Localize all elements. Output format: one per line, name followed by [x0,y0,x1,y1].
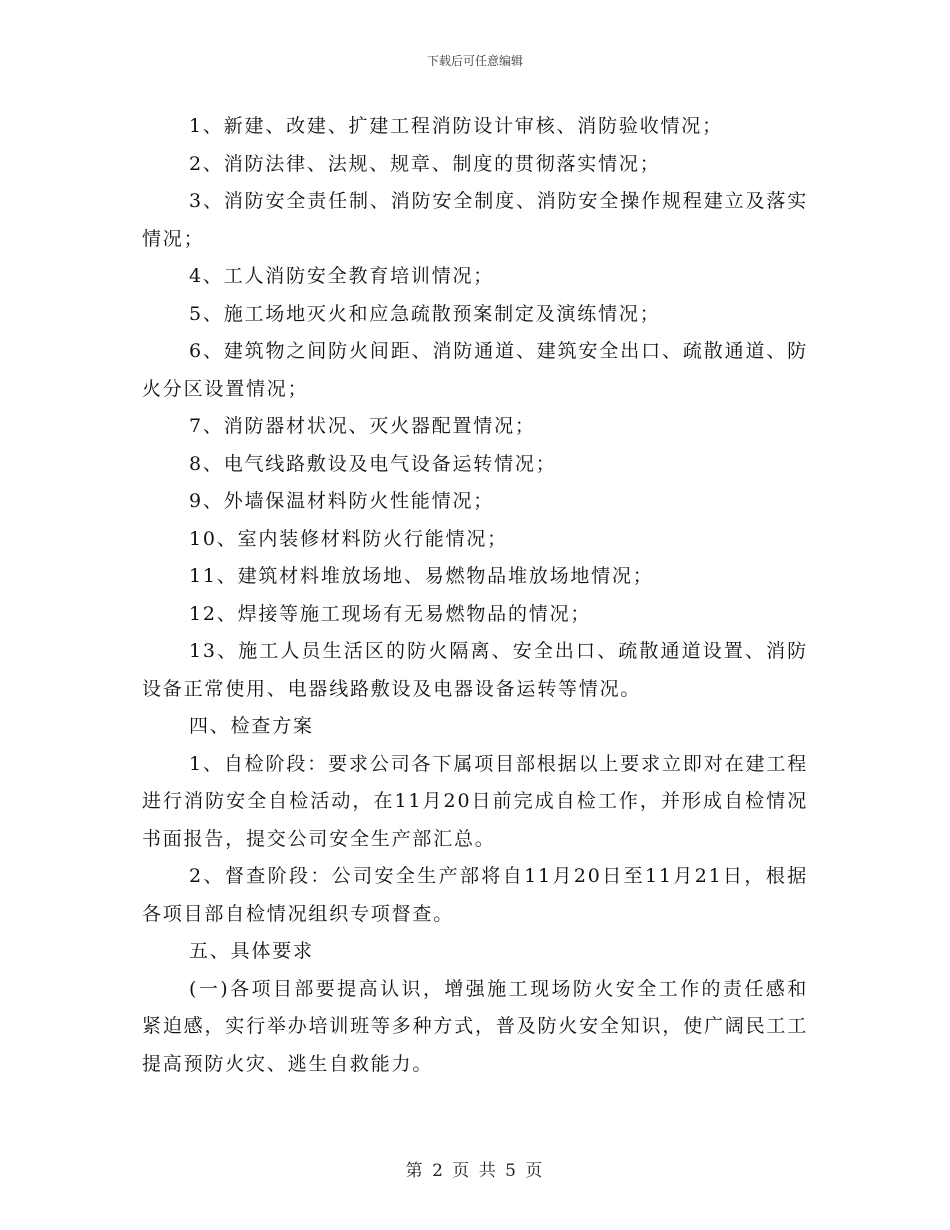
list-item-13: 13、施工人员生活区的防火隔离、安全出口、疏散通道设置、消防设备正常使用、电器线路敷设及电器设备运转等情况。 [142,640,808,700]
list-item-1: 1、新建、改建、扩建工程消防设计审核、消防验收情况； [189,115,723,137]
plan-item-supervision: 2、督查阶段：公司安全生产部将自11月20日至11月21日，根据各项目部自检情况组织专项督查。 [142,865,808,925]
list-item-11: 11、建筑材料堆放场地、易燃物品堆放场地情况； [189,565,654,587]
page-number-footer: 第 2 页 共 5 页 [405,1161,545,1181]
list-item-8: 8、电气线路敷设及电气设备运转情况； [189,452,557,475]
list-item-9: 9、外墙保温材料防火性能情况； [189,490,495,512]
list-item-4: 4、工人消防安全教育培训情况； [189,265,495,287]
page-header: 下载后可任意编辑 [426,54,523,68]
list-item-6: 6、建筑物之间防火间距、消防通道、建筑安全出口、疏散通道、防火分区设置情况； [142,340,808,400]
list-item-2: 2、消防法律、法规、规章、制度的贯彻落实情况； [189,152,661,175]
list-item-7: 7、消防器材状况、灭火器配置情况； [189,415,536,437]
document-body [142,108,808,1083]
section-heading-inspection-plan: 四、检查方案 [189,715,314,737]
list-item-5: 5、施工场地灭火和应急疏散预案制定及演练情况； [189,302,661,325]
plan-item-self-check: 1、自检阶段：要求公司各下属项目部根据以上要求立即对在建工程进行消防安全自检活动，在11月20日前完成自检工作，并形成自检情况书面报告，提交公司安全生产部汇总。 [142,752,808,850]
list-item-12: 12、焊接等施工现场有无易燃物品的情况； [189,602,592,625]
requirement-item-1: (一)各项目部要提高认识，增强施工现场防火安全工作的责任感和紧迫感，实行举办培训班等多种方式，普及防火安全知识，使广阔民工工提高预防火灾、逃生自救能力。 [142,977,808,1075]
list-item-3: 3、消防安全责任制、消防安全制度、消防安全操作规程建立及落实情况； [142,190,808,250]
list-item-10: 10、室内装修材料防火行能情况； [189,527,508,550]
section-heading-requirements: 五、具体要求 [189,940,314,962]
